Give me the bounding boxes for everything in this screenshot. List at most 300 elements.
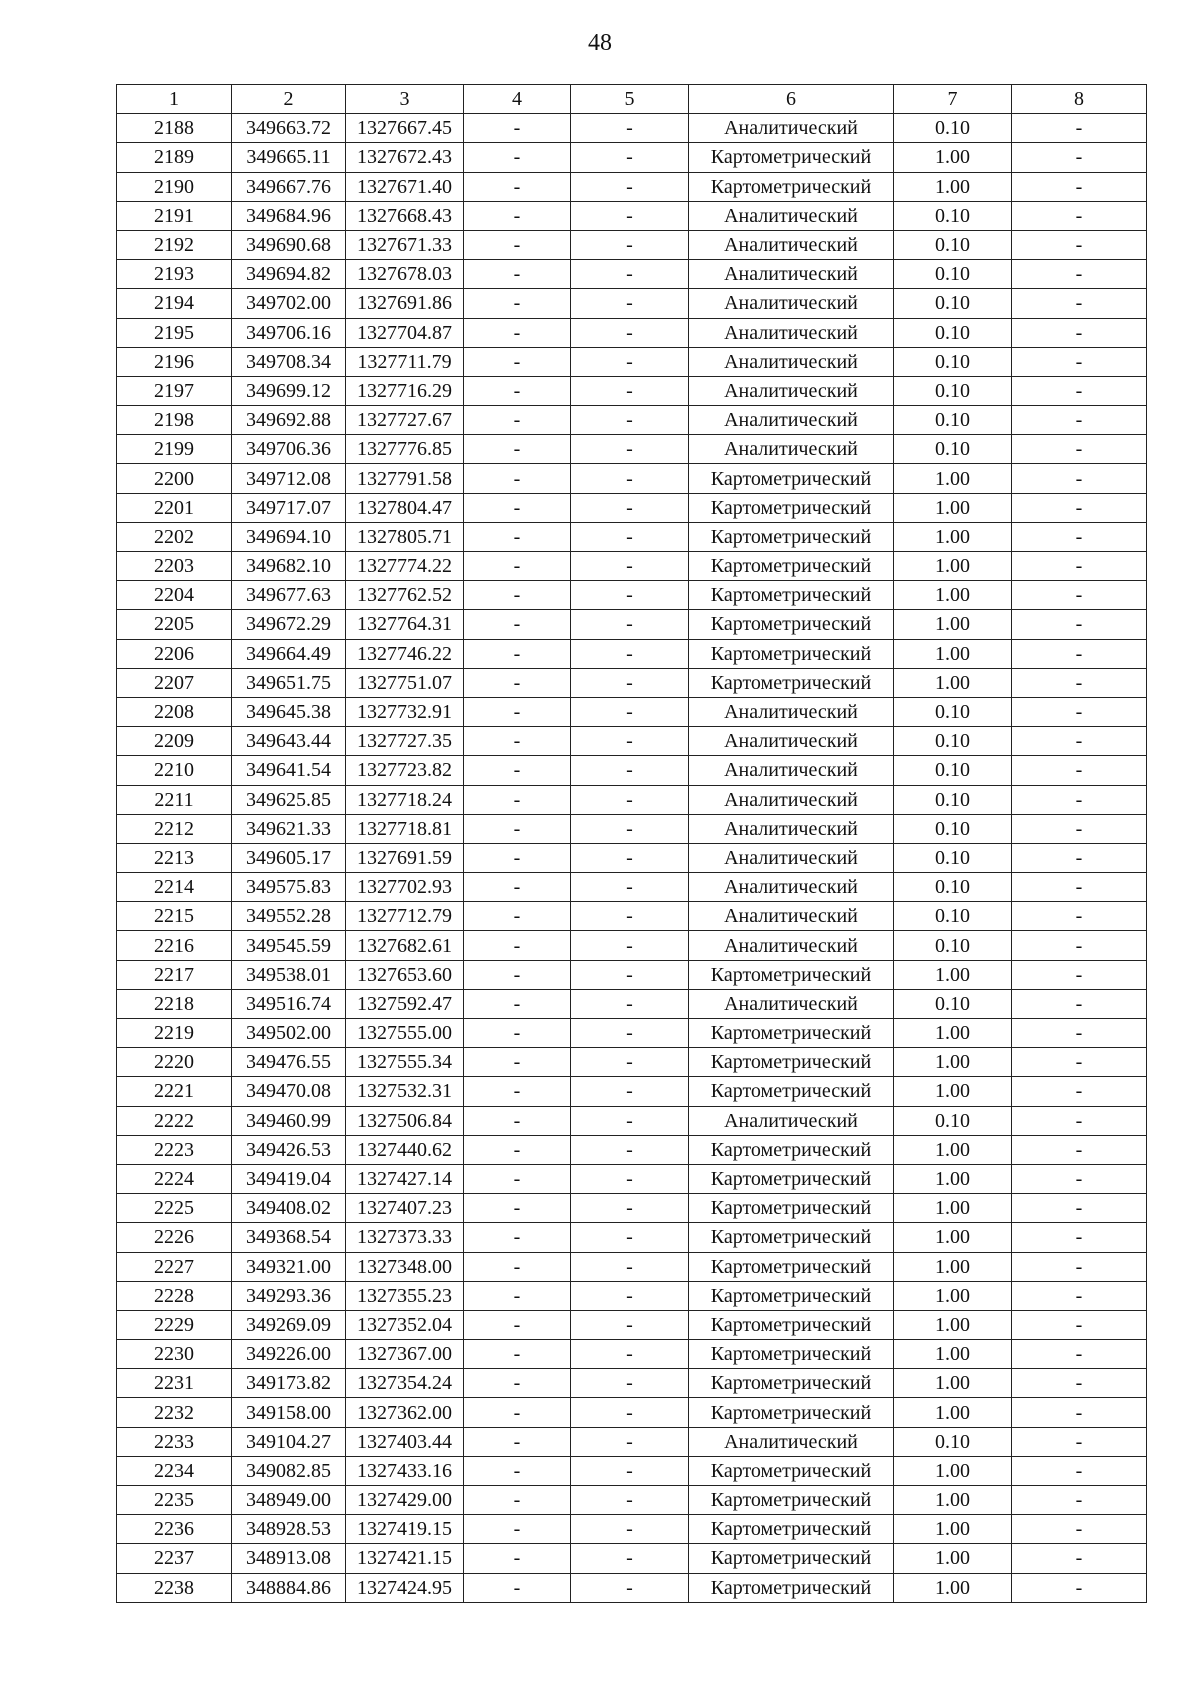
cell-method: Аналитический <box>689 289 894 318</box>
cell-x-coordinate: 349293.36 <box>232 1281 346 1310</box>
cell-column-4: - <box>464 1048 571 1077</box>
cell-accuracy: 0.10 <box>894 289 1012 318</box>
cell-column-5: - <box>571 1486 689 1515</box>
cell-y-coordinate: 1327691.59 <box>346 843 464 872</box>
cell-point-number: 2204 <box>117 581 232 610</box>
cell-accuracy: 0.10 <box>894 1427 1012 1456</box>
cell-column-4: - <box>464 1310 571 1339</box>
cell-point-number: 2218 <box>117 989 232 1018</box>
cell-column-8: - <box>1012 756 1147 785</box>
cell-column-5: - <box>571 1019 689 1048</box>
cell-accuracy: 1.00 <box>894 1515 1012 1544</box>
cell-x-coordinate: 349419.04 <box>232 1164 346 1193</box>
cell-column-4: - <box>464 1544 571 1573</box>
cell-method: Аналитический <box>689 843 894 872</box>
cell-accuracy: 1.00 <box>894 1135 1012 1164</box>
table-row <box>117 668 1147 697</box>
cell-accuracy: 0.10 <box>894 114 1012 143</box>
cell-column-4: - <box>464 260 571 289</box>
cell-accuracy: 0.10 <box>894 727 1012 756</box>
cell-column-8: - <box>1012 843 1147 872</box>
cell-method: Аналитический <box>689 814 894 843</box>
cell-column-8: - <box>1012 201 1147 230</box>
cell-column-5: - <box>571 230 689 259</box>
cell-y-coordinate: 1327727.35 <box>346 727 464 756</box>
cell-method: Картометрический <box>689 1194 894 1223</box>
cell-accuracy: 1.00 <box>894 1486 1012 1515</box>
table-row <box>117 1164 1147 1193</box>
cell-column-4: - <box>464 1427 571 1456</box>
table-row <box>117 1077 1147 1106</box>
cell-column-4: - <box>464 1106 571 1135</box>
cell-method: Картометрический <box>689 1340 894 1369</box>
cell-method: Аналитический <box>689 230 894 259</box>
cell-y-coordinate: 1327791.58 <box>346 464 464 493</box>
cell-point-number: 2194 <box>117 289 232 318</box>
cell-point-number: 2192 <box>117 230 232 259</box>
table-row <box>117 201 1147 230</box>
cell-point-number: 2215 <box>117 902 232 931</box>
cell-y-coordinate: 1327711.79 <box>346 347 464 376</box>
cell-method: Картометрический <box>689 1369 894 1398</box>
cell-method: Аналитический <box>689 114 894 143</box>
cell-point-number: 2225 <box>117 1194 232 1223</box>
cell-x-coordinate: 349641.54 <box>232 756 346 785</box>
cell-column-4: - <box>464 143 571 172</box>
cell-column-8: - <box>1012 1427 1147 1456</box>
cell-point-number: 2233 <box>117 1427 232 1456</box>
table-row <box>117 960 1147 989</box>
table-row <box>117 1019 1147 1048</box>
cell-column-4: - <box>464 756 571 785</box>
cell-x-coordinate: 349460.99 <box>232 1106 346 1135</box>
cell-column-5: - <box>571 1252 689 1281</box>
cell-column-5: - <box>571 989 689 1018</box>
cell-x-coordinate: 349625.85 <box>232 785 346 814</box>
cell-y-coordinate: 1327429.00 <box>346 1486 464 1515</box>
cell-column-8: - <box>1012 318 1147 347</box>
cell-method: Картометрический <box>689 552 894 581</box>
table-row <box>117 143 1147 172</box>
cell-y-coordinate: 1327704.87 <box>346 318 464 347</box>
table-row <box>117 1194 1147 1223</box>
cell-column-8: - <box>1012 552 1147 581</box>
cell-method: Картометрический <box>689 1398 894 1427</box>
cell-column-4: - <box>464 989 571 1018</box>
cell-point-number: 2190 <box>117 172 232 201</box>
cell-point-number: 2221 <box>117 1077 232 1106</box>
cell-accuracy: 0.10 <box>894 435 1012 464</box>
table-row <box>117 1544 1147 1573</box>
cell-point-number: 2230 <box>117 1340 232 1369</box>
cell-column-4: - <box>464 376 571 405</box>
cell-column-4: - <box>464 1398 571 1427</box>
cell-column-5: - <box>571 1573 689 1602</box>
cell-method: Аналитический <box>689 201 894 230</box>
cell-column-8: - <box>1012 960 1147 989</box>
cell-point-number: 2200 <box>117 464 232 493</box>
table-row <box>117 1223 1147 1252</box>
cell-method: Картометрический <box>689 960 894 989</box>
cell-column-5: - <box>571 610 689 639</box>
cell-column-5: - <box>571 1310 689 1339</box>
cell-column-8: - <box>1012 668 1147 697</box>
cell-y-coordinate: 1327506.84 <box>346 1106 464 1135</box>
cell-method: Картометрический <box>689 464 894 493</box>
cell-column-8: - <box>1012 1544 1147 1573</box>
cell-point-number: 2197 <box>117 376 232 405</box>
table-row <box>117 464 1147 493</box>
cell-accuracy: 1.00 <box>894 143 1012 172</box>
cell-method: Аналитический <box>689 318 894 347</box>
cell-column-4: - <box>464 552 571 581</box>
cell-method: Картометрический <box>689 1252 894 1281</box>
cell-column-4: - <box>464 1135 571 1164</box>
cell-point-number: 2206 <box>117 639 232 668</box>
cell-column-8: - <box>1012 1077 1147 1106</box>
table-row <box>117 1398 1147 1427</box>
cell-point-number: 2232 <box>117 1398 232 1427</box>
cell-column-4: - <box>464 1340 571 1369</box>
cell-column-5: - <box>571 1456 689 1485</box>
table-row <box>117 347 1147 376</box>
cell-x-coordinate: 349226.00 <box>232 1340 346 1369</box>
cell-method: Картометрический <box>689 1048 894 1077</box>
cell-accuracy: 1.00 <box>894 464 1012 493</box>
cell-y-coordinate: 1327691.86 <box>346 289 464 318</box>
cell-point-number: 2212 <box>117 814 232 843</box>
cell-y-coordinate: 1327678.03 <box>346 260 464 289</box>
table-row <box>117 318 1147 347</box>
cell-x-coordinate: 349684.96 <box>232 201 346 230</box>
cell-x-coordinate: 349692.88 <box>232 406 346 435</box>
cell-method: Аналитический <box>689 756 894 785</box>
cell-column-4: - <box>464 902 571 931</box>
cell-x-coordinate: 349706.16 <box>232 318 346 347</box>
cell-x-coordinate: 349694.82 <box>232 260 346 289</box>
cell-y-coordinate: 1327427.14 <box>346 1164 464 1193</box>
cell-column-8: - <box>1012 989 1147 1018</box>
cell-point-number: 2205 <box>117 610 232 639</box>
cell-column-4: - <box>464 1252 571 1281</box>
table-row <box>117 1573 1147 1602</box>
table-row <box>117 522 1147 551</box>
cell-x-coordinate: 349708.34 <box>232 347 346 376</box>
column-header-3: 3 <box>346 85 464 114</box>
cell-y-coordinate: 1327362.00 <box>346 1398 464 1427</box>
cell-column-4: - <box>464 697 571 726</box>
cell-x-coordinate: 349682.10 <box>232 552 346 581</box>
cell-y-coordinate: 1327433.16 <box>346 1456 464 1485</box>
cell-accuracy: 0.10 <box>894 989 1012 1018</box>
cell-method: Аналитический <box>689 1106 894 1135</box>
cell-method: Аналитический <box>689 435 894 464</box>
cell-accuracy: 1.00 <box>894 1456 1012 1485</box>
cell-y-coordinate: 1327718.24 <box>346 785 464 814</box>
cell-x-coordinate: 349173.82 <box>232 1369 346 1398</box>
cell-y-coordinate: 1327764.31 <box>346 610 464 639</box>
cell-method: Аналитический <box>689 1427 894 1456</box>
cell-point-number: 2228 <box>117 1281 232 1310</box>
cell-method: Картометрический <box>689 1573 894 1602</box>
cell-accuracy: 1.00 <box>894 668 1012 697</box>
cell-column-5: - <box>571 1544 689 1573</box>
cell-x-coordinate: 349082.85 <box>232 1456 346 1485</box>
cell-column-4: - <box>464 843 571 872</box>
cell-method: Картометрический <box>689 1456 894 1485</box>
table-row <box>117 902 1147 931</box>
cell-column-4: - <box>464 931 571 960</box>
cell-column-8: - <box>1012 143 1147 172</box>
cell-column-4: - <box>464 172 571 201</box>
table-row <box>117 552 1147 581</box>
cell-column-5: - <box>571 172 689 201</box>
cell-accuracy: 1.00 <box>894 493 1012 522</box>
table-row <box>117 260 1147 289</box>
cell-x-coordinate: 348913.08 <box>232 1544 346 1573</box>
cell-column-4: - <box>464 493 571 522</box>
cell-column-4: - <box>464 814 571 843</box>
cell-column-4: - <box>464 960 571 989</box>
cell-accuracy: 0.10 <box>894 843 1012 872</box>
cell-accuracy: 1.00 <box>894 1281 1012 1310</box>
cell-point-number: 2195 <box>117 318 232 347</box>
cell-point-number: 2211 <box>117 785 232 814</box>
cell-x-coordinate: 349269.09 <box>232 1310 346 1339</box>
table-row <box>117 756 1147 785</box>
cell-column-5: - <box>571 435 689 464</box>
cell-accuracy: 0.10 <box>894 260 1012 289</box>
column-header-4: 4 <box>464 85 571 114</box>
cell-column-8: - <box>1012 931 1147 960</box>
cell-y-coordinate: 1327682.61 <box>346 931 464 960</box>
table-row <box>117 1515 1147 1544</box>
cell-method: Картометрический <box>689 639 894 668</box>
cell-accuracy: 1.00 <box>894 1048 1012 1077</box>
table-row <box>117 785 1147 814</box>
cell-method: Аналитический <box>689 931 894 960</box>
cell-x-coordinate: 349605.17 <box>232 843 346 872</box>
table-row <box>117 727 1147 756</box>
cell-y-coordinate: 1327354.24 <box>346 1369 464 1398</box>
cell-y-coordinate: 1327776.85 <box>346 435 464 464</box>
cell-column-5: - <box>571 289 689 318</box>
cell-accuracy: 0.10 <box>894 406 1012 435</box>
table-row <box>117 1135 1147 1164</box>
table-row <box>117 1310 1147 1339</box>
table-row <box>117 289 1147 318</box>
cell-method: Картометрический <box>689 143 894 172</box>
cell-column-4: - <box>464 114 571 143</box>
cell-x-coordinate: 349717.07 <box>232 493 346 522</box>
cell-x-coordinate: 349476.55 <box>232 1048 346 1077</box>
cell-column-5: - <box>571 1427 689 1456</box>
cell-point-number: 2216 <box>117 931 232 960</box>
cell-x-coordinate: 349621.33 <box>232 814 346 843</box>
cell-column-8: - <box>1012 1486 1147 1515</box>
cell-column-4: - <box>464 1164 571 1193</box>
cell-x-coordinate: 349426.53 <box>232 1135 346 1164</box>
table-row <box>117 843 1147 872</box>
cell-accuracy: 1.00 <box>894 522 1012 551</box>
cell-column-5: - <box>571 668 689 697</box>
cell-method: Картометрический <box>689 522 894 551</box>
cell-accuracy: 1.00 <box>894 1398 1012 1427</box>
cell-column-4: - <box>464 1369 571 1398</box>
cell-y-coordinate: 1327352.04 <box>346 1310 464 1339</box>
cell-x-coordinate: 348928.53 <box>232 1515 346 1544</box>
cell-column-8: - <box>1012 1252 1147 1281</box>
cell-column-8: - <box>1012 1164 1147 1193</box>
cell-column-5: - <box>571 785 689 814</box>
cell-y-coordinate: 1327367.00 <box>346 1340 464 1369</box>
cell-y-coordinate: 1327671.40 <box>346 172 464 201</box>
cell-method: Аналитический <box>689 989 894 1018</box>
cell-y-coordinate: 1327732.91 <box>346 697 464 726</box>
cell-y-coordinate: 1327751.07 <box>346 668 464 697</box>
cell-point-number: 2209 <box>117 727 232 756</box>
table-row <box>117 1106 1147 1135</box>
cell-column-8: - <box>1012 1223 1147 1252</box>
cell-y-coordinate: 1327762.52 <box>346 581 464 610</box>
cell-point-number: 2208 <box>117 697 232 726</box>
cell-y-coordinate: 1327804.47 <box>346 493 464 522</box>
cell-column-5: - <box>571 1106 689 1135</box>
cell-method: Картометрический <box>689 1486 894 1515</box>
cell-x-coordinate: 349470.08 <box>232 1077 346 1106</box>
cell-point-number: 2199 <box>117 435 232 464</box>
cell-column-5: - <box>571 464 689 493</box>
cell-x-coordinate: 349502.00 <box>232 1019 346 1048</box>
table-row <box>117 1369 1147 1398</box>
cell-column-8: - <box>1012 1573 1147 1602</box>
cell-column-5: - <box>571 727 689 756</box>
table-row <box>117 230 1147 259</box>
cell-column-5: - <box>571 1369 689 1398</box>
cell-point-number: 2220 <box>117 1048 232 1077</box>
cell-column-5: - <box>571 873 689 902</box>
cell-point-number: 2202 <box>117 522 232 551</box>
table-row <box>117 814 1147 843</box>
cell-accuracy: 1.00 <box>894 1223 1012 1252</box>
cell-accuracy: 1.00 <box>894 1544 1012 1573</box>
cell-column-4: - <box>464 1573 571 1602</box>
cell-point-number: 2203 <box>117 552 232 581</box>
cell-y-coordinate: 1327440.62 <box>346 1135 464 1164</box>
cell-x-coordinate: 349667.76 <box>232 172 346 201</box>
cell-point-number: 2217 <box>117 960 232 989</box>
table-row <box>117 581 1147 610</box>
cell-column-8: - <box>1012 1515 1147 1544</box>
cell-column-5: - <box>571 522 689 551</box>
cell-column-8: - <box>1012 406 1147 435</box>
cell-y-coordinate: 1327532.31 <box>346 1077 464 1106</box>
cell-accuracy: 0.10 <box>894 697 1012 726</box>
cell-method: Картометрический <box>689 1019 894 1048</box>
cell-y-coordinate: 1327716.29 <box>346 376 464 405</box>
cell-accuracy: 0.10 <box>894 318 1012 347</box>
cell-column-5: - <box>571 756 689 785</box>
cell-column-8: - <box>1012 1281 1147 1310</box>
cell-accuracy: 1.00 <box>894 1077 1012 1106</box>
cell-point-number: 2236 <box>117 1515 232 1544</box>
cell-accuracy: 1.00 <box>894 1019 1012 1048</box>
cell-point-number: 2196 <box>117 347 232 376</box>
cell-y-coordinate: 1327774.22 <box>346 552 464 581</box>
cell-column-4: - <box>464 201 571 230</box>
cell-method: Аналитический <box>689 697 894 726</box>
cell-y-coordinate: 1327407.23 <box>346 1194 464 1223</box>
cell-column-4: - <box>464 1019 571 1048</box>
cell-column-8: - <box>1012 610 1147 639</box>
table-row <box>117 1340 1147 1369</box>
cell-column-5: - <box>571 1223 689 1252</box>
cell-column-5: - <box>571 1281 689 1310</box>
cell-column-8: - <box>1012 1369 1147 1398</box>
cell-accuracy: 0.10 <box>894 814 1012 843</box>
cell-y-coordinate: 1327672.43 <box>346 143 464 172</box>
cell-column-8: - <box>1012 435 1147 464</box>
cell-column-5: - <box>571 1135 689 1164</box>
cell-point-number: 2224 <box>117 1164 232 1193</box>
cell-y-coordinate: 1327702.93 <box>346 873 464 902</box>
table-row <box>117 697 1147 726</box>
cell-column-4: - <box>464 318 571 347</box>
cell-column-4: - <box>464 1194 571 1223</box>
cell-accuracy: 1.00 <box>894 552 1012 581</box>
cell-column-8: - <box>1012 1398 1147 1427</box>
column-header-8: 8 <box>1012 85 1147 114</box>
table-row <box>117 1281 1147 1310</box>
cell-column-5: - <box>571 260 689 289</box>
cell-x-coordinate: 349712.08 <box>232 464 346 493</box>
cell-point-number: 2229 <box>117 1310 232 1339</box>
cell-accuracy: 1.00 <box>894 581 1012 610</box>
cell-method: Аналитический <box>689 873 894 902</box>
cell-y-coordinate: 1327718.81 <box>346 814 464 843</box>
cell-method: Аналитический <box>689 785 894 814</box>
cell-column-5: - <box>571 143 689 172</box>
cell-y-coordinate: 1327348.00 <box>346 1252 464 1281</box>
cell-accuracy: 1.00 <box>894 960 1012 989</box>
cell-y-coordinate: 1327727.67 <box>346 406 464 435</box>
cell-column-4: - <box>464 435 571 464</box>
cell-column-4: - <box>464 406 571 435</box>
column-header-2: 2 <box>232 85 346 114</box>
table-row <box>117 1048 1147 1077</box>
table-row <box>117 639 1147 668</box>
cell-column-4: - <box>464 1281 571 1310</box>
cell-column-8: - <box>1012 172 1147 201</box>
cell-x-coordinate: 349538.01 <box>232 960 346 989</box>
cell-y-coordinate: 1327592.47 <box>346 989 464 1018</box>
cell-column-8: - <box>1012 1106 1147 1135</box>
cell-column-4: - <box>464 610 571 639</box>
cell-column-8: - <box>1012 1048 1147 1077</box>
cell-column-4: - <box>464 668 571 697</box>
cell-y-coordinate: 1327421.15 <box>346 1544 464 1573</box>
cell-method: Картометрический <box>689 1077 894 1106</box>
cell-x-coordinate: 349158.00 <box>232 1398 346 1427</box>
cell-column-8: - <box>1012 814 1147 843</box>
cell-column-5: - <box>571 552 689 581</box>
cell-column-8: - <box>1012 873 1147 902</box>
table-body <box>117 114 1147 1603</box>
cell-column-5: - <box>571 493 689 522</box>
cell-accuracy: 1.00 <box>894 172 1012 201</box>
cell-column-4: - <box>464 1486 571 1515</box>
cell-column-4: - <box>464 522 571 551</box>
